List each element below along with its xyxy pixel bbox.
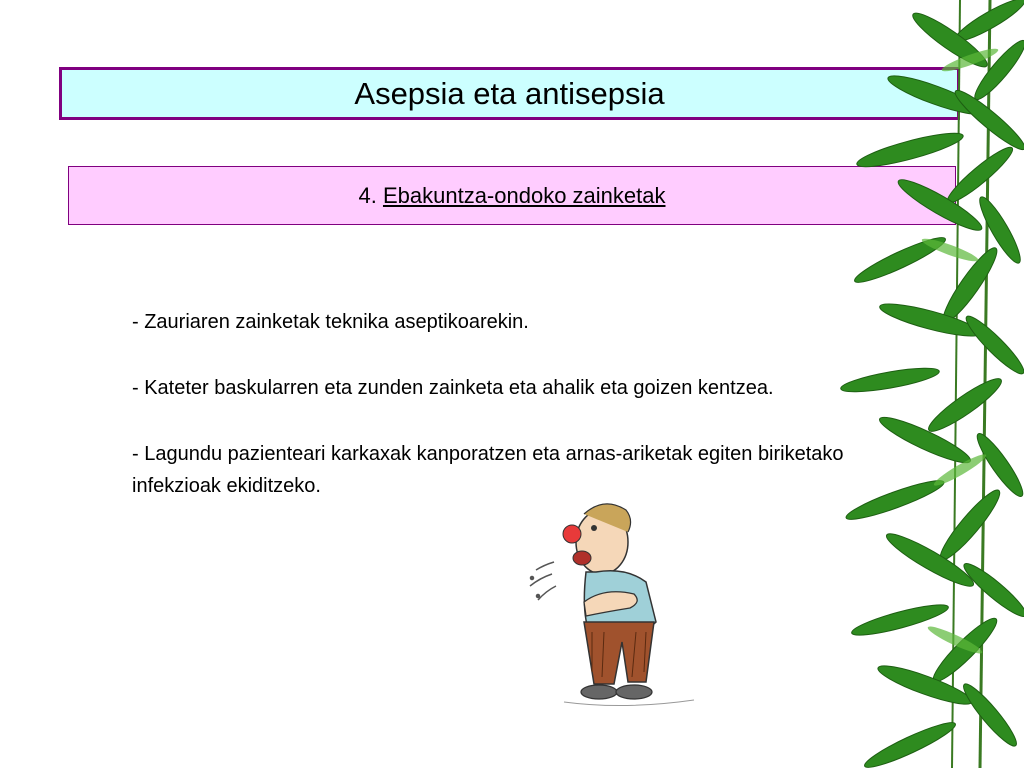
bullet-point-1: - Zauriaren zainketak teknika aseptikoarekin. xyxy=(132,311,529,333)
section-title: Ebakuntza-ondoko zainketak xyxy=(382,182,666,208)
bamboo-leaves-icon xyxy=(840,0,1024,768)
slide-title-box xyxy=(59,67,960,120)
bullet-list xyxy=(132,306,892,536)
section-heading-box xyxy=(68,166,956,225)
coughing-man-icon xyxy=(524,492,704,722)
bullet-point-2: - Kateter baskularren eta zunden zainketa eta ahalik eta goizen kentzea. xyxy=(132,377,774,399)
slide-title: Asepsia eta antisepsia xyxy=(354,75,665,111)
section-number: 4. xyxy=(358,182,377,208)
bullet-point-3: - Lagundu pazienteari karkaxak kanporatzen eta arnas-ariketak egiten biriketako infekzioak ekiditzeko. xyxy=(132,443,844,497)
